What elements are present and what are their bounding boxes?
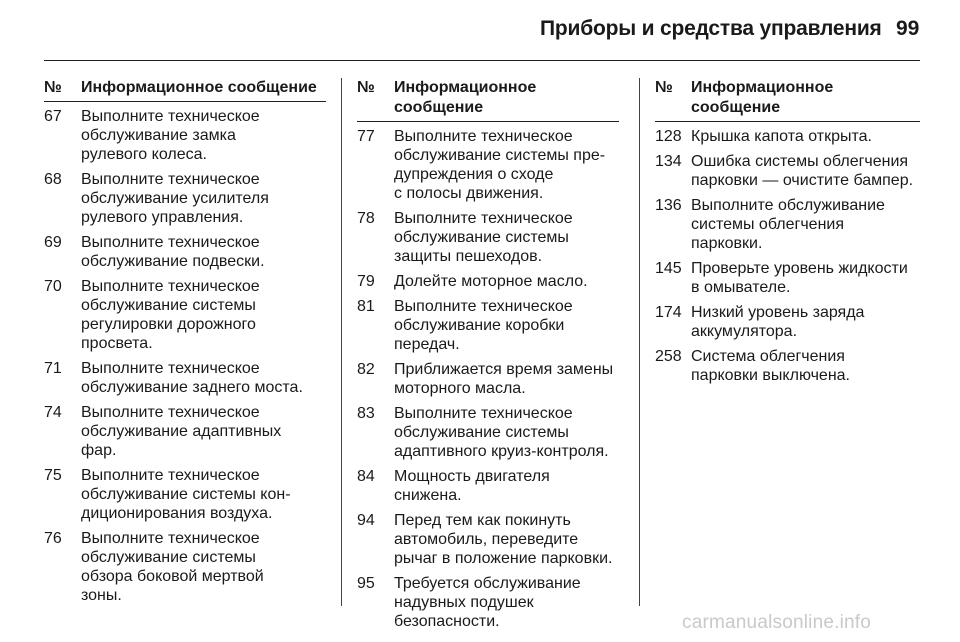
table-column-2 [357, 78, 619, 637]
number-column-header: № [655, 79, 673, 96]
message-number: 258 [655, 348, 682, 365]
table-row [357, 467, 619, 505]
table-header [357, 78, 619, 122]
message-number: 68 [44, 171, 62, 188]
table-header [44, 78, 326, 102]
message-column-header: Информационное сообщение [691, 79, 834, 116]
message-text: Выполните техническое обслуживание системы обзора боковой мертвой зоны. [81, 530, 264, 604]
message-number: 77 [357, 128, 375, 145]
table-row [655, 347, 920, 385]
table-row [655, 259, 920, 297]
message-list [44, 102, 326, 605]
column-divider [341, 78, 342, 606]
message-column-header: Информационное сообщение [81, 79, 317, 96]
message-list [357, 122, 619, 631]
table-row [357, 127, 619, 203]
table-column-1 [44, 78, 326, 611]
message-text: Выполните техническое обслуживание системы регулировки дорожного просвета. [81, 278, 260, 352]
message-text: Система облегчения парковки выключена. [691, 348, 850, 384]
message-number: 69 [44, 234, 62, 251]
message-text: Выполните техническое обслуживание заднего моста. [81, 360, 303, 396]
table-row [44, 403, 326, 460]
number-column-header: № [44, 79, 62, 96]
column-divider [639, 78, 640, 606]
table-row [44, 233, 326, 271]
message-number: 94 [357, 512, 375, 529]
message-text: Выполните техническое обслуживание подвески. [81, 234, 265, 270]
message-text: Проверьте уровень жидкости в омывателе. [691, 260, 908, 296]
message-text: Ошибка системы облегчения парковки — очистите бампер. [691, 153, 914, 189]
table-row [357, 574, 619, 631]
message-number: 134 [655, 153, 682, 170]
table-row [357, 272, 619, 291]
message-number: 76 [44, 530, 62, 547]
table-row [44, 359, 326, 397]
table-row [655, 196, 920, 253]
message-text: Приближается время замены моторного масла. [394, 361, 614, 397]
message-number: 70 [44, 278, 62, 295]
table-row [44, 107, 326, 164]
message-number: 83 [357, 405, 375, 422]
table-row [357, 404, 619, 461]
message-text: Выполните техническое обслуживание системы адаптивного круиз-контроля. [394, 405, 609, 460]
message-number: 78 [357, 210, 375, 227]
message-number: 75 [44, 467, 62, 484]
message-number: 95 [357, 575, 375, 592]
message-number: 79 [357, 273, 375, 290]
page-number: 99 [896, 17, 920, 40]
table-row [655, 127, 920, 146]
message-text: Перед тем как покинуть автомобиль, переведите рычаг в положение парковки. [394, 512, 613, 567]
table-row [357, 511, 619, 568]
message-text: Низкий уровень заряда аккумулятора. [691, 304, 865, 340]
table-row [357, 297, 619, 354]
message-number: 74 [44, 404, 62, 421]
table-row [357, 360, 619, 398]
table-row [357, 209, 619, 266]
message-text: Выполните техническое обслуживание усилителя рулевого управления. [81, 171, 269, 226]
message-number: 84 [357, 468, 375, 485]
message-text: Выполните техническое обслуживание коробки передач. [394, 298, 573, 353]
message-number: 82 [357, 361, 375, 378]
message-number: 67 [44, 108, 62, 125]
message-number: 174 [655, 304, 682, 321]
message-text: Выполните техническое обслуживание системы пре- дупреждения о сходе с полосы движения. [394, 128, 606, 202]
message-text: Выполните техническое обслуживание системы кон- диционирования воздуха. [81, 467, 291, 522]
message-text: Выполните техническое обслуживание системы защиты пешеходов. [394, 210, 573, 265]
table-header [655, 78, 920, 122]
number-column-header: № [357, 79, 375, 96]
message-number: 71 [44, 360, 62, 377]
table-row [44, 466, 326, 523]
message-text: Долейте моторное масло. [394, 273, 588, 290]
message-number: 81 [357, 298, 375, 315]
message-text: Выполните техническое обслуживание адаптивных фар. [81, 404, 282, 459]
message-number: 136 [655, 197, 682, 214]
message-text: Крышка капота открыта. [691, 128, 872, 145]
header-rule [44, 60, 920, 61]
message-text: Мощность двигателя снижена. [394, 468, 550, 504]
watermark: carmanualsonline.info [682, 612, 872, 633]
message-text: Требуется обслуживание надувных подушек безопасности. [394, 575, 581, 630]
table-row [655, 303, 920, 341]
message-text: Выполните обслуживание системы облегчения парковки. [691, 197, 885, 252]
table-row [655, 152, 920, 190]
message-list [655, 122, 920, 385]
message-text: Выполните техническое обслуживание замка рулевого колеса. [81, 108, 260, 163]
message-number: 128 [655, 128, 682, 145]
table-row [44, 529, 326, 605]
message-column-header: Информационное сообщение [394, 79, 537, 116]
table-row [44, 277, 326, 353]
page-title: Приборы и средства управления [540, 17, 882, 40]
table-row [44, 170, 326, 227]
message-number: 145 [655, 260, 682, 277]
table-column-3 [655, 78, 920, 391]
